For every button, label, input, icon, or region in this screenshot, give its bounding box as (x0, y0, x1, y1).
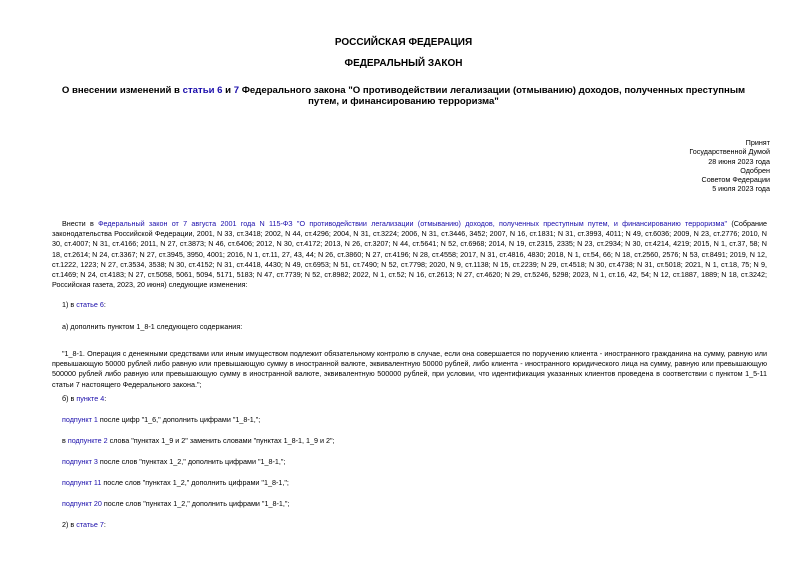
adoption-line: Одобрен (740, 165, 770, 175)
title-link-article-6[interactable]: статьи 6 (182, 85, 223, 96)
law-title (60, 85, 747, 107)
subclause-3-text: после слов "пунктах 1_2," дополнить цифрами "1_8-1,"; (97, 457, 286, 466)
subclause-20-link[interactable]: подпункт 20 (62, 499, 102, 508)
subclause-11-link[interactable]: подпункт 11 (62, 478, 102, 487)
intro-rest: (Собрание законодательства Российской Федерации, 2001, N 33, ст.3418; 2002, N 44, ст.4296; 2004, N 31, ст.3224; 2006, N 31, ст.3446, 3452; 2007, N 16, ст.1831; N 31, ст.3993, 4011; N 49, ст.6036; 2009, N 23, ст.2776; 2010, N 30, ст.4007; N 31, ст.4166; 2011, N 27, ст.3873; N 46, ст.6406; 2012, N 30, ст.4172; 2013, N 26, ст.3207; N 44, ст.5641; N 52, ст.6968; 2014, N 19, ст.2315, 2335; N 23, ст.2934; N 30, ст.4214, 4219; 2015, N 1, ст.37, 58; N 18, ст.2614; N 24, ст.3367; N 27, ст.3945, 3950, 4001; 2016, N 1, ст.11, 27, 43, 44; N 26, ст.3860; N 27, ст.4196; N 28, ст.4558; 2017, N 31, ст.4816, 4830; 2018, N 1, ст.54, 66; N 18, ст.2560, 2576; N 53, ст.8491; 2019, N 12, ст.1222, 1223; N 27, ст.3534, 3538; N 30, ст.4152; N 31, ст.4418, 4430; N 49, ст.6953; N 51, ст.7490; N 52, ст.7798; 2020, N 9, ст.1138; N 15, ст.2239; N 29, ст.4518; N 30, ст.4738; N 31, ст.5018; 2021, N 1, ст.18, 75; N 9, ст.1469; N 24, ст.4183; N 27, ст.5058, 5061, 5094, 5171, 5183; N 47, ст.7739; N 52, ст.8982; 2022, N 1, ст.52; N 16, ст.2613; N 27, ст.4620; N 29, ст.5246, 5298; 2023, N 1, ст.16, 42, 54; N 12, ст.1887, 1889; N 18, ст.3242; Российская газета, 2023, 20 июня) следующие изменения: (52, 219, 767, 290)
subclause-1-link[interactable]: подпункт 1 (62, 415, 98, 424)
subclause-11 (62, 478, 289, 487)
document-type-heading: ФЕДЕРАЛЬНЫЙ ЗАКОН (344, 58, 463, 69)
subclause-11-text: после слов "пунктах 1_2," дополнить цифрами "1_8-1,"; (101, 478, 289, 487)
adoption-line: Принят (745, 138, 770, 147)
item-1 (62, 300, 106, 309)
subclause-2 (62, 436, 335, 445)
item-1-suffix: : (103, 300, 106, 309)
subclause-1 (62, 415, 260, 424)
quoted-clause: "1_8-1. Операция с денежными средствами или иным имуществом подлежит обязательному контролю в случае, если она совершается по поручению клиента - иностранного гражданина на сумму, равную или превышающую 50000 рублей либо равную или превышающую сумму в иностранной валюте, эквивалентную 50000 рублей, либо клиента - иностранного юридического лица на сумму, равную или превышающую 500000 рублей либо равную или превышающую сумму в иностранной валюте, эквивалентную 500000 рублей, при условии, что идентификация указанных клиентов проведена в соответствии с пунктом 1_5-11 статьи 7 настоящего Федерального закона."; (52, 349, 767, 389)
title-prefix: О внесении изменений в (61, 85, 183, 96)
intro-prefix: Внести в (62, 219, 99, 228)
article-7-link[interactable]: статье 7 (76, 520, 104, 529)
item-1b-prefix: б) в (62, 394, 77, 403)
item-1b-suffix: : (104, 394, 107, 403)
item-1-prefix: 1) в (62, 300, 77, 309)
item-2-suffix: : (103, 520, 106, 529)
article-6-link[interactable]: статье 6 (76, 300, 104, 309)
adoption-line: Государственной Думой (689, 147, 770, 157)
adoption-line: 5 июля 2023 года (712, 184, 770, 194)
adoption-block (570, 138, 770, 194)
country-heading: РОССИЙСКАЯ ФЕДЕРАЦИЯ (334, 37, 473, 48)
subclause-3-link[interactable]: подпункт 3 (62, 457, 98, 466)
title-link-article-7[interactable]: 7 (233, 85, 240, 96)
title-suffix: Федерального закона "О противодействии легализации (отмыванию) доходов, полученных преступным путем, и финансированию терроризма" (239, 85, 746, 107)
item-2 (62, 520, 106, 529)
intro-paragraph (52, 219, 767, 290)
subclause-3 (62, 457, 285, 466)
subclause-1-text: после цифр "1_6," дополнить цифрами "1_8-1,"; (97, 415, 261, 424)
item-2-prefix: 2) в (62, 520, 77, 529)
subclause-2-text: слова "пунктах 1_9 и 2" заменить словами "пунктах 1_8-1, 1_9 и 2"; (107, 436, 335, 445)
subclause-2-prefix: в (62, 436, 68, 445)
subclause-20-text: после слов "пунктах 1_2," дополнить цифрами "1_8-1,"; (101, 499, 290, 508)
adoption-line: 28 июня 2023 года (708, 156, 770, 166)
subclause-2-link[interactable]: подпункте 2 (67, 436, 108, 445)
law-115-fz-link[interactable]: Федеральный закон от 7 августа 2001 года N 115-ФЗ "О противодействии легализации (отмыванию) доходов, полученных преступным путем, и финансированию терроризма" (98, 219, 728, 228)
item-1a: а) дополнить пунктом 1_8-1 следующего содержания: (62, 322, 243, 331)
subclause-20 (62, 499, 289, 508)
clause-4-link[interactable]: пункте 4 (76, 394, 105, 403)
item-1b (62, 394, 106, 403)
adoption-line: Советом Федерации (701, 175, 770, 185)
title-middle: и (222, 85, 234, 96)
